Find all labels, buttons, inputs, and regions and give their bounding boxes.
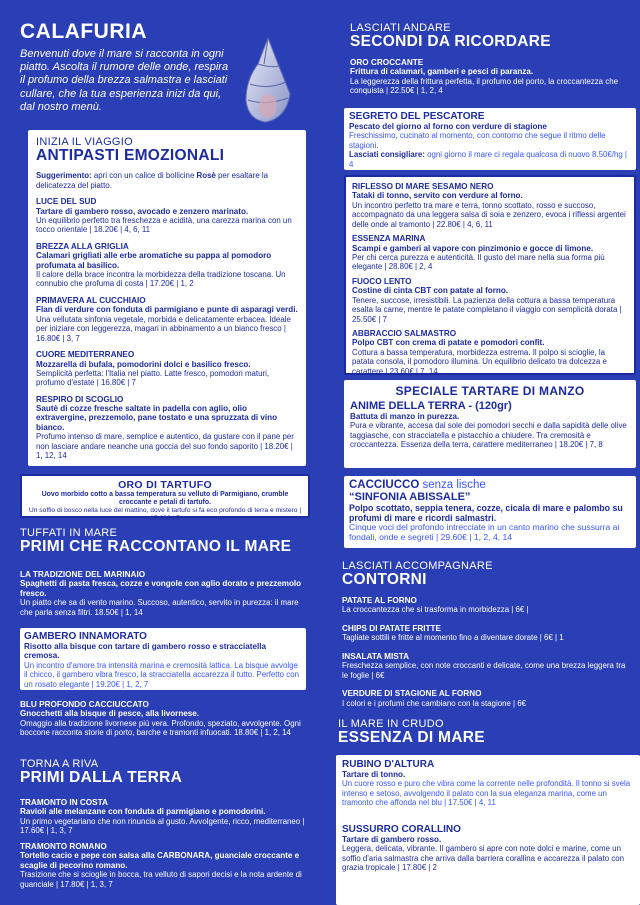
menu-item	[350, 58, 635, 96]
secondi-kicker: LASCIATI ANDARE	[350, 22, 451, 34]
item-name: VERDURE DI STAGIONE AL FORNO	[342, 689, 482, 699]
menu-item	[352, 234, 628, 272]
cacciucco-title-light: senza lische	[422, 479, 486, 491]
secondi-title: SECONDI DA RICORDARE	[350, 33, 551, 50]
item-description: Semplicità perfetta: l'Italia nel piatto. Latte fresco, pomodori maturi, profumo d'estate | 16.80€ | 7	[36, 368, 270, 388]
item-description: Un piatto che sa di vento marino. Succoso, autentico, servito in purezza: il mare che parla senza filtri. 18.50€ | 1, 14	[20, 598, 299, 617]
item-description: Profumo intenso di mare, semplice e autentico, da gustare con il pane per non lasciare andare neanche una goccia del suo fondo saporito | 18.20€ | 1, 12, 14	[36, 432, 294, 461]
item-description: Un primo vegetariano che non rinuncia al gusto. Avvolgente, ricco, mediterraneo | 17.60€ | 1, 3, 7	[20, 816, 305, 836]
item-name: INSALATA MISTA	[342, 651, 410, 661]
item-name: RIFLESSO DI MARE SESAMO NERO	[352, 182, 494, 191]
menu-item	[342, 624, 632, 643]
cacciucco-subtitle: “SINFONIA ABISSALE”	[349, 491, 471, 503]
extra-label: Lasciati consigliare:	[349, 150, 425, 160]
item-ingredients: Costine di cinta CBT con patate al forno.	[352, 286, 509, 296]
item-ingredients: Scampi e gamberi al vapore con pinzimonio e gocce di limone.	[352, 243, 594, 253]
item-name: ESSENZA MARINA	[352, 234, 426, 244]
suggestion-wine: Rosè	[196, 171, 216, 181]
item-ingredients: Flan di verdure con fonduta di parmigiano e punte di asparagi verdi.	[36, 305, 298, 315]
suggestion-text: apri con un calice di bollicine	[93, 171, 195, 181]
speciale-description: Pura e vibrante, accesa dal sole dei pomodori secchi e dalla sapidità delle olive taggiasche, con stracciatella e pistacchio a chiudere. Tra cremosità e croccantezza. Essenza della terra, carattere mediterraneo | 18.20€ | 7, 8	[350, 421, 627, 450]
secondi-section	[350, 22, 630, 50]
cacciucco-ingredients: Polpo scottato, seppia tenera, cozze, cicala di mare e palombo su profumi di mare e ricordi salmastri.	[349, 503, 623, 524]
item-name: TRAMONTO IN COSTA	[20, 798, 108, 807]
contorni-title: CONTORNI	[342, 571, 427, 588]
restaurant-title: CALAFURIA	[20, 20, 147, 43]
item-ingredients: Spaghetti di pasta fresca, cozze e vongole con aglio dorato e prezzemolo fresco.	[20, 579, 302, 598]
item-description: La croccantezza che si trasforma in morbidezza | 6€ |	[342, 605, 529, 615]
speciale-ingredients: Battuta di manzo in purezza.	[350, 412, 460, 421]
primi-terra-title: PRIMI DALLA TERRA	[20, 769, 183, 786]
crudo-title: ESSENZA DI MARE	[338, 729, 485, 746]
tartufo-ingredients: Uovo morbido cotto a bassa temperatura su velluto di Parmigiano, crumble croccante e petali di tartufo.	[41, 491, 289, 506]
item-ingredients: Tartare di tonno.	[342, 770, 406, 779]
menu-item	[20, 570, 306, 617]
contorni-section	[342, 560, 632, 588]
item-name: BREZZA ALLA GRIGLIA	[36, 241, 129, 251]
item-ingredients: Ravioli alle melanzane con fonduta di parmigiano e pomodorini.	[20, 807, 266, 817]
speciale-title: SPECIALE TARTARE DI MANZO	[395, 384, 585, 398]
cacciucco-title	[349, 479, 631, 491]
menu-item	[20, 798, 306, 836]
speciale-box	[344, 380, 636, 468]
menu-item	[352, 329, 628, 376]
primi-mare-section	[20, 527, 310, 555]
item-ingredients: Gnocchetti alla bisque di pesce, alla livornese.	[20, 709, 200, 719]
menu-item	[342, 824, 634, 873]
antipasti-title: ANTIPASTI EMOZIONALI	[36, 147, 225, 164]
menu-item	[352, 277, 628, 324]
item-description: Un cuore rosso e puro che vibra come la corrente nelle profondità. Il tonno si svela intenso e setoso, avvolgendo il palato con la sua eleganza marina, come un tramonto che affonda nel blu | 17.50€ | 4, 11	[342, 779, 631, 808]
speciale-name: ANIME DELLA TERRA - (120gr)	[350, 400, 512, 412]
menu-item	[342, 652, 632, 680]
item-description: Un incontro d'amore tra intensità marina e cremosità lattica. La bisque avvolge il chicco, il gambero vibra fresco, la stracciatella accarezza il tutto. Perfetto con un rosato elegante | 19.20€ | 1, 2, 7	[24, 660, 299, 689]
item-name: CUORE MEDITERRANEO	[36, 350, 135, 360]
item-ingredients: Sautè di cozze fresche saltate in padella con aglio, olio extravergine, prezzemolo, pane tostato e una spruzzata di vino bianco.	[36, 404, 278, 432]
secondi-box	[344, 175, 636, 375]
antipasti-suggestion	[36, 171, 298, 190]
menu-item	[36, 296, 298, 343]
crudo-kicker: IL MARE IN CRUDO	[338, 718, 444, 730]
contorni-list	[342, 596, 632, 708]
menu-item	[36, 197, 298, 235]
item-name: RESPIRO DI SCOGLIO	[36, 394, 124, 404]
item-name: PRIMAVERA AL CUCCHIAIO	[36, 295, 146, 305]
item-description: Omaggio alla tradizione livornese più vera. Profondo, speziato, avvolgente. Ogni boccone racconta storie di porto, barche e tramonti infuocati. 18.80€ | 1, 2, 14	[20, 718, 301, 738]
menu-item	[352, 182, 628, 229]
item-ingredients: Tartare di gambero rosso.	[342, 834, 442, 844]
item-ingredients: Frittura di calamari, gamberi e pesci di paranza.	[350, 67, 534, 77]
item-description: Una vellutata sinfonia vegetale, morbida e delicatamente erbacea. Ideale per iniziare con leggerezza, magari in abbinamento a un bianco fresco | 16.80€ | 3, 7	[36, 314, 291, 343]
hero-intro: Benvenuti dove il mare si racconta in ogni piatto. Ascolta il rumore delle onde, respira il profumo della brezza salmastra e lasciati cullare, che la tua esperienza inizi da qui, dal nostro menù.	[20, 48, 229, 113]
antipasti-kicker: INIZIA IL VIAGGIO	[36, 136, 133, 148]
item-name: ABBRACCIO SALMASTRO	[352, 329, 457, 339]
item-ingredients: Calamari grigliati alle erbe aromatiche su pappa al pomodoro profumata al basilico.	[36, 251, 272, 270]
item-ingredients: Tartare di gambero rosso, avocado e zenzero marinato.	[36, 206, 249, 216]
item-name: TRAMONTO ROMANO	[20, 842, 107, 851]
primi-mare-title: PRIMI CHE RACCONTANO IL MARE	[20, 538, 292, 555]
menu-item	[36, 395, 298, 461]
item-ingredients: Tataki di tonno, servito con verdure al forno.	[352, 191, 523, 201]
item-name: RUBINO D'ALTURA	[342, 759, 435, 770]
item-name: PATATE AL FORNO	[342, 596, 417, 605]
primi-terra-section	[20, 758, 310, 786]
menu-item	[342, 759, 634, 808]
item-description: Per chi cerca purezza e autenticità. Il gusto del mare nella sua forma più elegante | 28.80€ | 2, 4	[352, 252, 605, 272]
suggestion-tail: per esaltare la delicatezza del piatto.	[36, 171, 269, 190]
primi-mare-kicker: TUFFATI IN MARE	[20, 527, 118, 539]
item-description: Cottura a bassa temperatura, morbidezza estrema. Il polpo si scioglie, la patata consola, il pomodoro illumina. Un equilibrio delicato tra dolcezza e carattere | 23.60€ | 7, 14	[352, 347, 607, 376]
item-description: La leggerezza della frittura perfetta, il profumo del porto, la croccantezza che conquista | 22.50€ | 1, 2, 4	[350, 76, 618, 96]
menu-item-highlighted	[20, 628, 306, 690]
tartufo-title: ORO DI TARTUFO	[118, 479, 212, 491]
item-description: Tagliate sottili e fritte al momento fino a diventare dorate | 6€ | 1	[342, 633, 564, 643]
cacciucco-box	[344, 476, 636, 548]
cacciucco-description: Cinque voci del profondo intrecciate in un canto marino che sussurra ai fondali, onde e segreti | 29.60€ | 1, 2, 4, 14	[349, 522, 620, 543]
item-ingredients: Risotto alla bisque con tartare di gambero rosso e stracciatella cremosa.	[24, 642, 266, 661]
tartufo-box	[20, 474, 310, 522]
menu-item	[342, 689, 632, 708]
item-name: ORO CROCCANTE	[350, 58, 424, 67]
suggestion-label: Suggerimento:	[36, 171, 92, 181]
item-name: LUCE DEL SUD	[36, 197, 97, 207]
menu-item	[20, 700, 306, 738]
primi-terra-kicker: TORNA A RIVA	[20, 758, 99, 770]
item-description: Un incontro perfetto tra mare e terra, tonno scottato, rosso e succoso, accompagnato da una leggera salsa di soia e zenzero, evoca i riflessi argentei delle onde al tramonto | 22.80€ | 4, 6, 11	[352, 200, 626, 229]
item-description: Un equilibrio perfetto tra freschezza e acidità, una carezza marina con un tocco orientale | 18.20€ | 4, 6, 11	[36, 215, 292, 235]
item-description: Freschezza semplice, con note croccanti e delicate, come una brezza leggera tra le foglie | 6€	[342, 661, 626, 680]
item-name: CHIPS DI PATATE FRITTE	[342, 623, 442, 633]
crudo-section	[338, 718, 628, 746]
item-name: SUSSURRO CORALLINO	[342, 823, 461, 835]
crudo-box	[336, 755, 640, 905]
hero	[20, 20, 235, 114]
menu-item	[36, 350, 298, 388]
item-description: Tenere, succose, irresistibili. La pazienza della cottura a bassa temperatura esalta la carne, mentre le patate completano il viaggio con semplicità dorata | 25.50€ | 7	[352, 295, 622, 324]
item-ingredients: Polpo CBT con crema di patate e pomodori confit.	[352, 338, 545, 348]
item-description: I colori e i profumi che cambiano con la stagione | 6€	[342, 698, 527, 708]
item-description: Il calore della brace incontra la morbidezza della tradizione toscana. Un connubio che profuma di costa | 17.20€ | 1, 2	[36, 269, 286, 289]
item-description: Trasizione che si scioglie in bocca, tra velluto di sapori decisi e la nota ardente di guanciale | 17.80€ | 1, 3, 7	[20, 870, 302, 889]
menu-item	[36, 242, 298, 289]
menu-item	[20, 842, 306, 889]
contorni-kicker: LASCIATI ACCOMPAGNARE	[342, 560, 493, 572]
tartufo-description: Un soffio di bosco nella luce del mattino, dove il tartufo si fa eco profondo di terra e mistero | 17.60€ | 7	[28, 506, 302, 522]
antipasti-section	[28, 130, 306, 466]
item-ingredients: Mozzarella di bufala, pomodorini dolci e basilico fresco.	[36, 359, 251, 369]
item-name: SEGRETO DEL PESCATORE	[349, 111, 485, 122]
item-description: Freschissimo, cucinato al momento, con contorno che segue il ritmo delle stagioni.	[349, 131, 606, 150]
item-ingredients: Tortello cacio e pepe con salsa alla CARBONARA, guanciale croccante e scaglie di pecorino romano.	[20, 851, 300, 870]
menu-item-highlighted	[344, 108, 636, 170]
extra-text: ogni giorno il mare ci regala qualcosa di nuovo 8.50€/hg | 4	[349, 150, 627, 169]
item-extra	[349, 150, 631, 169]
item-name: LA TRADIZIONE DEL MARINAIO	[20, 570, 146, 579]
item-name: FUOCO LENTO	[352, 276, 412, 286]
item-description: Leggera, delicata, vibrante. Il gambero si apre con note dolci e marine, come un soffio d'aria salmastra che arriva dalla barriera corallina e accarezza il palato con grazia tropicale | 17.80€ | 2	[342, 844, 625, 873]
item-name: BLU PROFONDO CACCIUCCATO	[20, 700, 149, 709]
menu-item	[342, 596, 632, 615]
cacciucco-title-bold: CACCIUCCO	[349, 479, 420, 491]
item-name: GAMBERO INNAMORATO	[24, 631, 147, 642]
item-ingredients: Pescato del giorno al forno con verdure di stagione	[349, 122, 547, 131]
seashell-icon	[238, 34, 296, 126]
